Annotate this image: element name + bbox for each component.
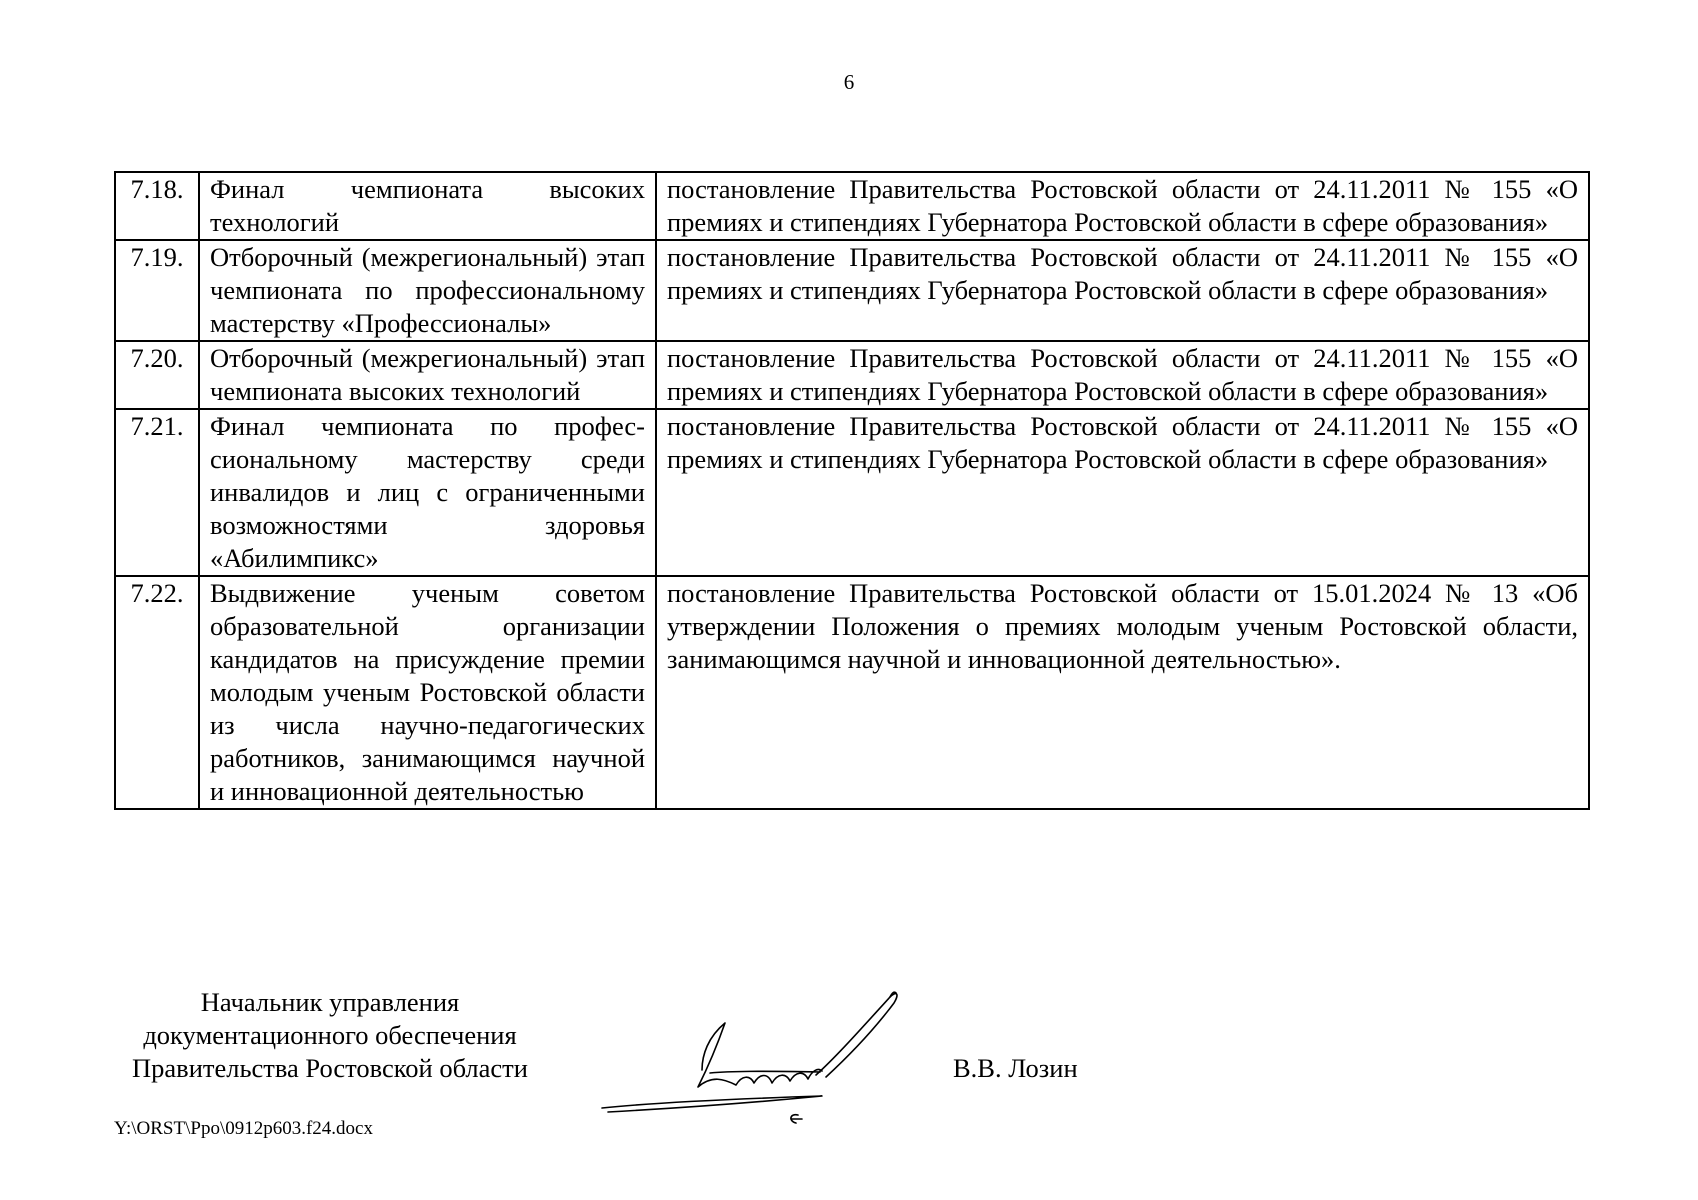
page-number: 6 — [843, 70, 855, 94]
row-number: 7.19. — [115, 240, 199, 341]
file-path: Y:\ORST\Ppo\0912p603.f24.docx — [114, 1118, 373, 1139]
position-line: документационного обеспечения — [143, 1020, 517, 1050]
position-line: Правительства Ростовской области — [132, 1053, 528, 1083]
table-row — [115, 240, 1589, 341]
row-number: 7.22. — [115, 576, 199, 809]
table-row — [115, 409, 1589, 576]
table-row — [115, 172, 1589, 240]
basis-cell: постановление Правительства Ростовской области от 24.11.2011 № 155 «О премиях и стипендиях Губернатора Ростовской области в сфере образования» — [656, 240, 1589, 341]
event-cell: Отборочный (межрегиональный) этап чемпионата по профессиональному мастерству «Профессионалы» — [199, 240, 656, 341]
event-cell: Выдвижение ученым советом образовательной организации кандидатов на присуждение премии молодым ученым Ростовской области из числа научно-педагогических работников, занимающимся научной и инновационной деятельностью — [199, 576, 656, 809]
basis-cell: постановление Правительства Ростовской области от 24.11.2011 № 155 «О премиях и стипендиях Губернатора Ростовской области в сфере образования» — [656, 172, 1589, 240]
signer-position — [110, 986, 550, 1085]
table-row — [115, 576, 1589, 809]
basis-cell: постановление Правительства Ростовской области от 15.01.2024 № 13 «Об утверждении Положения о премиях молодым ученым Ростовской области, занимающимся научной и инновационной деятельностью». — [656, 576, 1589, 809]
basis-cell: постановление Правительства Ростовской области от 24.11.2011 № 155 «О премиях и стипендиях Губернатора Ростовской области в сфере образования» — [656, 341, 1589, 409]
event-cell: Отборочный (межрегиональный) этап чемпионата высоких технологий — [199, 341, 656, 409]
row-number: 7.18. — [115, 172, 199, 240]
table-row — [115, 341, 1589, 409]
signer-name: В.В. Лозин — [953, 1053, 1078, 1083]
row-number: 7.21. — [115, 409, 199, 576]
position-line: Начальник управления — [200, 987, 460, 1017]
document-table — [114, 171, 1590, 810]
event-cell: Финал чемпионата по профессиональному мастерству среди инвалидов и лиц с ограниченными возможностями здоровья «Абилимпикс» — [199, 409, 656, 576]
event-cell: Финал чемпионата высоких технологий — [199, 172, 656, 240]
basis-cell: постановление Правительства Ростовской области от 24.11.2011 № 155 «О премиях и стипендиях Губернатора Ростовской области в сфере образования» — [656, 409, 1589, 576]
row-number: 7.20. — [115, 341, 199, 409]
handwritten-signature — [590, 975, 930, 1125]
